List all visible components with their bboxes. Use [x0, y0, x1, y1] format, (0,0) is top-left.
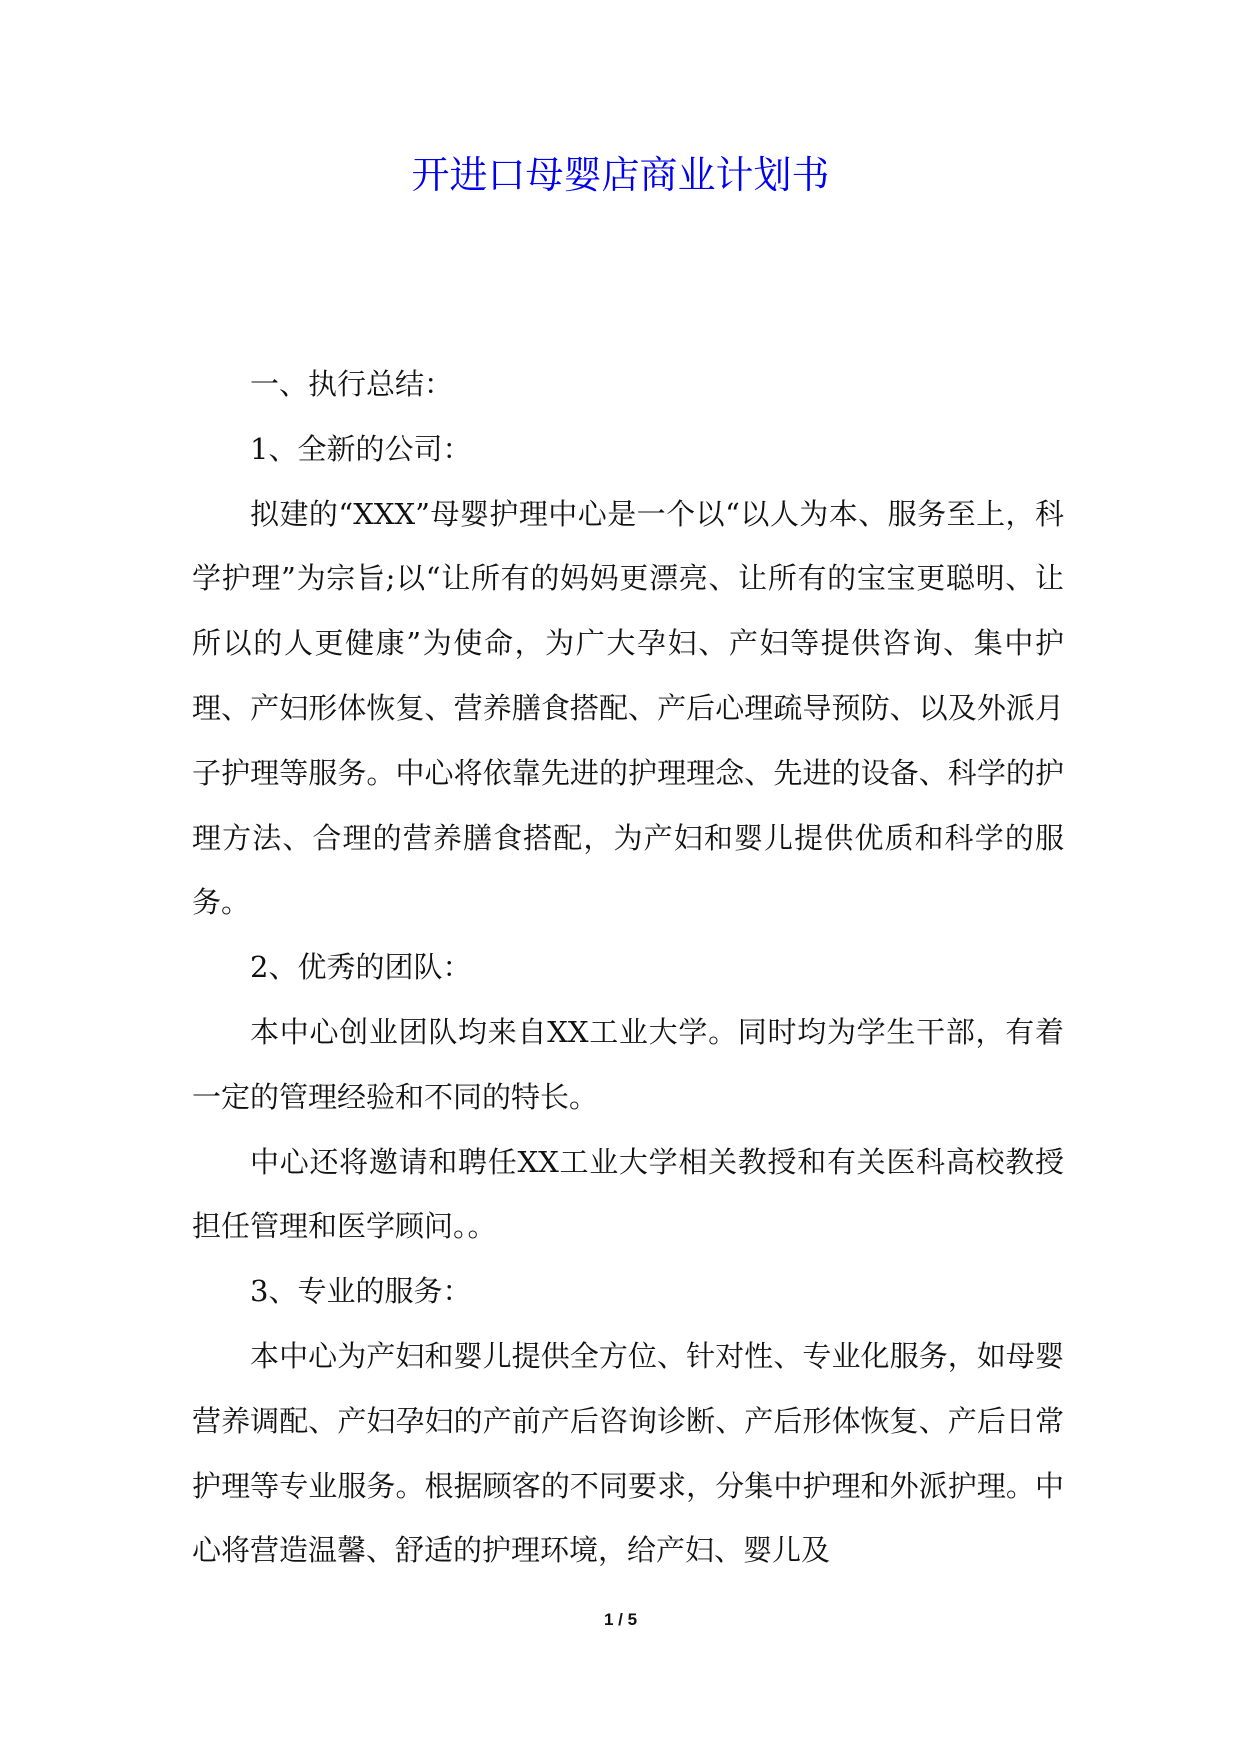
paragraph-team-origin: 本中心创业团队均来自XX工业大学。同时均为学生干部，有着一定的管理经验和不同的特长。 [192, 1014, 1064, 1114]
document-title: 开进口母婴店商业计划书 [411, 153, 830, 197]
page-number: 1 / 5 [603, 1610, 638, 1629]
subheading-professional-service: 3、专业的服务： [250, 1274, 472, 1309]
paragraph-advisors: 中心还将邀请和聘任XX工业大学相关教授和有关医科高校教授担任管理和医学顾问。。 [192, 1144, 1064, 1244]
document-body [192, 352, 1064, 1583]
subheading-excellent-team: 2、优秀的团队： [250, 950, 472, 985]
paragraph-service-details: 本中心为产妇和婴儿提供全方位、针对性、专业化服务，如母婴营养调配、产妇孕妇的产前产后咨询诊断、产后形体恢复、产后日常护理等专业服务。根据顾客的不同要求，分集中护理和外派护理。中心将营造温馨、舒适的护理环境，给产妇、婴儿及 [192, 1338, 1064, 1568]
paragraph-company-intro: 拟建的“XXX”母婴护理中心是一个以“以人为本、服务至上，科学护理”为宗旨;以“让所有的妈妈更漂亮、让所有的宝宝更聪明、让所以的人更健康”为使命，为广大孕妇、产妇等提供咨询、集中护理、产妇形体恢复、营养膳食搭配、产后心理疏导预防、以及外派月子护理等服务。中心将依靠先进的护理理念、先进的设备、科学的护理方法、合理的营养膳食搭配，为产妇和婴儿提供优质和科学的服务。 [192, 496, 1064, 920]
subheading-new-company: 1、全新的公司： [250, 431, 472, 466]
heading-executive-summary: 一、执行总结： [250, 367, 454, 401]
